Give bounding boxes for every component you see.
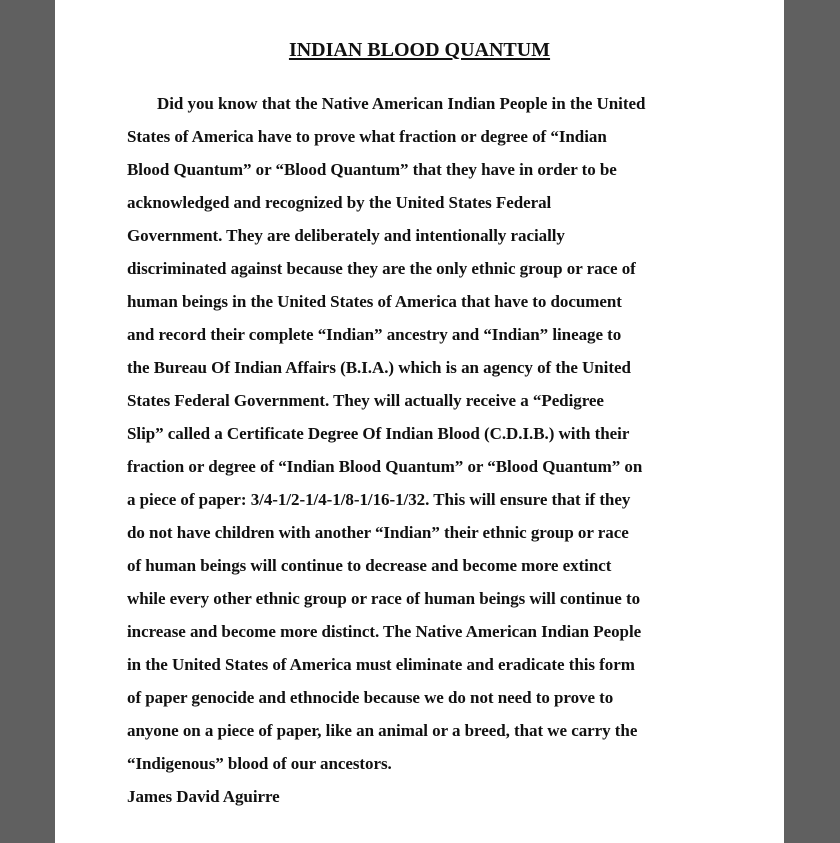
document-title: INDIAN BLOOD QUANTUM [288,39,551,61]
text-line: anyone on a piece of paper, like an animal or a breed, that we carry the [127,721,638,740]
text-line: States Federal Government. They will actually receive a “Pedigree [127,391,604,410]
text-line: of paper genocide and ethnocide because we do not need to prove to [127,688,614,707]
body-text [127,87,727,813]
text-line: acknowledged and recognized by the United States Federal [127,193,552,212]
text-line: in the United States of America must eliminate and eradicate this form [127,655,635,674]
text-line: do not have children with another “Indian” their ethnic group or race [127,523,629,542]
author-signature: James David Aguirre [127,787,280,806]
text-line: fraction or degree of “Indian Blood Quantum” or “Blood Quantum” on [127,457,643,476]
text-line: discriminated against because they are the only ethnic group or race of [127,259,636,278]
text-line: of human beings will continue to decrease and become more extinct [127,556,612,575]
text-line: and record their complete “Indian” ancestry and “Indian” lineage to [127,325,622,344]
document-page [55,0,784,843]
text-line: “Indigenous” blood of our ancestors. [127,754,392,773]
text-line: Government. They are deliberately and intentionally racially [127,226,565,245]
text-line: Slip” called a Certificate Degree Of Indian Blood (C.D.I.B.) with their [127,424,630,443]
text-line: while every other ethnic group or race of human beings will continue to [127,589,641,608]
text-line: increase and become more distinct. The Native American Indian People [127,622,642,641]
text-line: a piece of paper: 3/4-1/2-1/4-1/8-1/16-1/32. This will ensure that if they [127,490,631,509]
text-line: human beings in the United States of America that have to document [127,292,622,311]
text-line: Blood Quantum” or “Blood Quantum” that they have in order to be [127,160,617,179]
text-line: the Bureau Of Indian Affairs (B.I.A.) which is an agency of the United [127,358,631,377]
text-line: States of America have to prove what fraction or degree of “Indian [127,127,607,146]
text-line: Did you know that the Native American Indian People in the United [157,94,646,113]
